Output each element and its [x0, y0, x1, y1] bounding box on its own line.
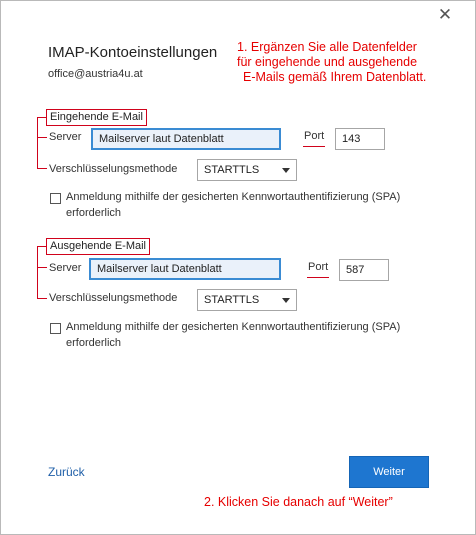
- outgoing-encryption-select[interactable]: [197, 289, 297, 311]
- outgoing-heading: Ausgehende E-Mail: [46, 238, 150, 255]
- incoming-spa-line2: erforderlich: [66, 207, 122, 219]
- outgoing-tick-heading: [37, 246, 46, 247]
- annotation-step2: 2. Klicken Sie danach auf “Weiter”: [204, 495, 393, 509]
- incoming-heading: Eingehende E-Mail: [46, 109, 147, 126]
- incoming-spa-checkbox[interactable]: [50, 193, 61, 204]
- outgoing-bracket: [37, 246, 38, 298]
- chevron-down-icon: [282, 168, 290, 173]
- incoming-server-input[interactable]: Mailserver laut Datenblatt: [91, 128, 281, 150]
- outgoing-encryption-value: STARTTLS: [204, 294, 260, 306]
- incoming-port-underline: [303, 146, 325, 147]
- outgoing-spa-line1: Anmeldung mithilfe der gesicherten Kennwortauthentifizierung (SPA): [66, 321, 401, 333]
- incoming-spa-line1: Anmeldung mithilfe der gesicherten Kennwortauthentifizierung (SPA): [66, 191, 401, 203]
- outgoing-spa-checkbox[interactable]: [50, 323, 61, 334]
- annotation-step1-line1: 1. Ergänzen Sie alle Datenfelder: [237, 40, 417, 54]
- outgoing-server-label: Server: [49, 262, 82, 274]
- outgoing-encryption-label: Verschlüsselungsmethode: [49, 292, 178, 304]
- incoming-bracket: [37, 117, 38, 169]
- incoming-tick-encryption: [37, 168, 47, 169]
- incoming-encryption-value: STARTTLS: [204, 164, 260, 176]
- annotation-step1-line2: für eingehende und ausgehende: [237, 55, 418, 69]
- incoming-port-label: Port: [304, 130, 325, 142]
- account-address: office@austria4u.at: [48, 68, 143, 80]
- incoming-port-input[interactable]: 143: [335, 128, 385, 150]
- outgoing-port-underline: [307, 277, 329, 278]
- outgoing-server-input[interactable]: Mailserver laut Datenblatt: [89, 258, 281, 280]
- incoming-server-label: Server: [49, 131, 82, 143]
- annotation-step1-line3: E-Mails gemäß Ihrem Datenblatt.: [243, 70, 427, 84]
- incoming-encryption-label: Verschlüsselungsmethode: [49, 163, 178, 175]
- incoming-encryption-select[interactable]: [197, 159, 297, 181]
- annotation-step1: [237, 40, 465, 85]
- incoming-tick-server: [37, 137, 47, 138]
- incoming-spa-label: [66, 189, 446, 221]
- outgoing-spa-line2: erforderlich: [66, 337, 122, 349]
- back-link[interactable]: Zurück: [48, 465, 85, 479]
- chevron-down-icon: [282, 298, 290, 303]
- incoming-tick-heading: [37, 117, 46, 118]
- outgoing-port-input[interactable]: 587: [339, 259, 389, 281]
- outgoing-spa-label: [66, 319, 446, 351]
- outgoing-tick-encryption: [37, 298, 47, 299]
- dialog-title: IMAP-Kontoeinstellungen: [48, 44, 218, 61]
- close-icon[interactable]: ✕: [437, 5, 453, 25]
- next-button[interactable]: Weiter: [349, 456, 429, 488]
- outgoing-port-label: Port: [308, 261, 329, 273]
- outgoing-tick-server: [37, 267, 47, 268]
